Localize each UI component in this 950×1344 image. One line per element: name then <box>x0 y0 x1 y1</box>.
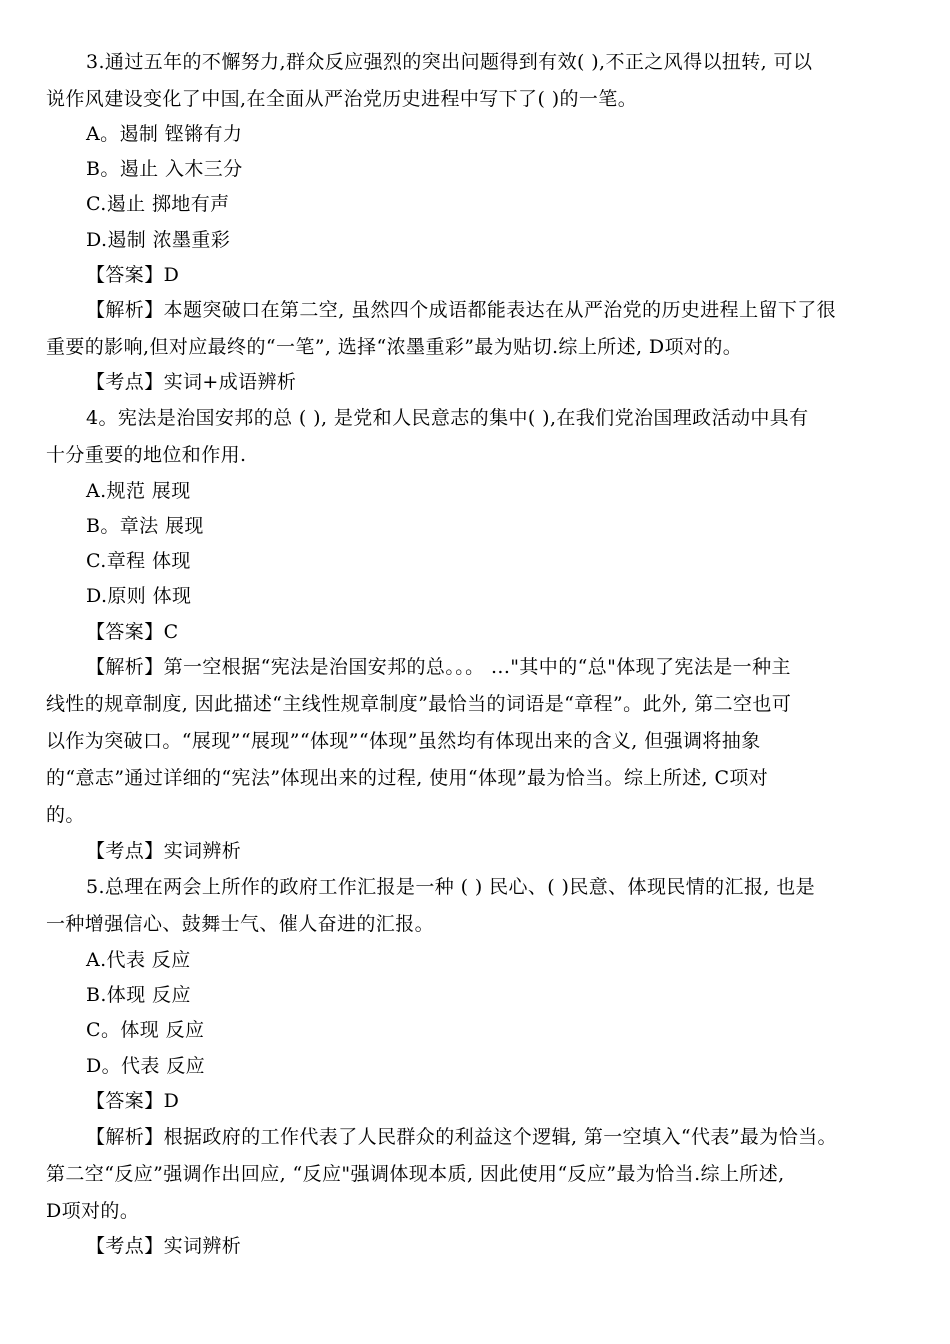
q4-analysis-line-3: 以作为突破口。“展现”“展现”“体现”“体现”虽然均有体现出来的含义, 但强调将抽象 <box>46 730 761 752</box>
q4-option-d: D.原则 体现 <box>86 585 192 607</box>
q3-stem-line-2: 说作风建设变化了中国,在全面从严治党历史进程中写下了( )的一笔。 <box>46 88 638 110</box>
q4-analysis-line-5: 的。 <box>46 804 85 826</box>
q3-analysis-line-1: 【解析】本题突破口在第二空, 虽然四个成语都能表达在从严治党的历史进程上留下了很 <box>86 299 837 321</box>
q3-option-d: D.遏制 浓墨重彩 <box>86 229 231 251</box>
q5-analysis-line-3: D项对的。 <box>46 1200 140 1222</box>
q4-analysis-line-1: 【解析】第一空根据“宪法是治国安邦的总。。。 ..."其中的“总"体现了宪法是一种主 <box>86 656 791 678</box>
q3-stem-line-1: 3.通过五年的不懈努力,群众反应强烈的突出问题得到有效( ),不正之风得以扭转, 可以 <box>86 51 813 73</box>
q4-stem-line-2: 十分重要的地位和作用. <box>46 444 247 466</box>
q5-knowledge-point: 【考点】实词辨析 <box>86 1235 242 1257</box>
q3-option-b: B。遏止 入木三分 <box>86 158 243 180</box>
q5-answer: 【答案】D <box>86 1090 180 1112</box>
q5-option-b: B.体现 反应 <box>86 984 191 1006</box>
q4-option-a: A.规范 展现 <box>86 480 191 502</box>
q5-stem-line-2: 一种增强信心、鼓舞士气、催人奋进的汇报。 <box>46 913 435 935</box>
q5-option-d: D。代表 反应 <box>86 1055 206 1077</box>
q4-analysis-line-2: 线性的规章制度, 因此描述“主线性规章制度”最恰当的词语是“章程”。此外, 第二空也可 <box>46 693 792 715</box>
q5-analysis-line-1: 【解析】根据政府的工作代表了人民群众的利益这个逻辑, 第一空填入“代表”最为恰当。 <box>86 1126 837 1148</box>
q4-answer: 【答案】C <box>86 621 179 643</box>
q4-option-b: B。章法 展现 <box>86 515 204 537</box>
q4-stem-line-1: 4。宪法是治国安邦的总 ( ), 是党和人民意志的集中( ),在我们党治国理政活动中具有 <box>86 407 809 429</box>
q5-option-c: C。体现 反应 <box>86 1019 205 1041</box>
q5-option-a: A.代表 反应 <box>86 949 191 971</box>
q5-analysis-line-2: 第二空“反应”强调作出回应, “反应"强调体现本质, 因此使用“反应”最为恰当.综上所述, <box>46 1163 785 1185</box>
q4-option-c: C.章程 体现 <box>86 550 191 572</box>
q3-option-a: A。遏制 铿锵有力 <box>86 123 243 145</box>
q4-knowledge-point: 【考点】实词辨析 <box>86 840 242 862</box>
q3-answer: 【答案】D <box>86 264 180 286</box>
q4-analysis-line-4: 的“意志”通过详细的“宪法”体现出来的过程, 使用“体现”最为恰当。综上所述, C项对 <box>46 767 769 789</box>
q3-knowledge-point: 【考点】实词+成语辨析 <box>86 371 297 393</box>
q5-stem-line-1: 5.总理在两会上所作的政府工作汇报是一种 ( ) 民心、( )民意、体现民情的汇报, 也是 <box>86 876 816 898</box>
q3-option-c: C.遏止 掷地有声 <box>86 193 230 215</box>
q3-analysis-line-2: 重要的影响,但对应最终的“一笔”, 选择“浓墨重彩”最为贴切.综上所述, D项对的。 <box>46 336 743 358</box>
